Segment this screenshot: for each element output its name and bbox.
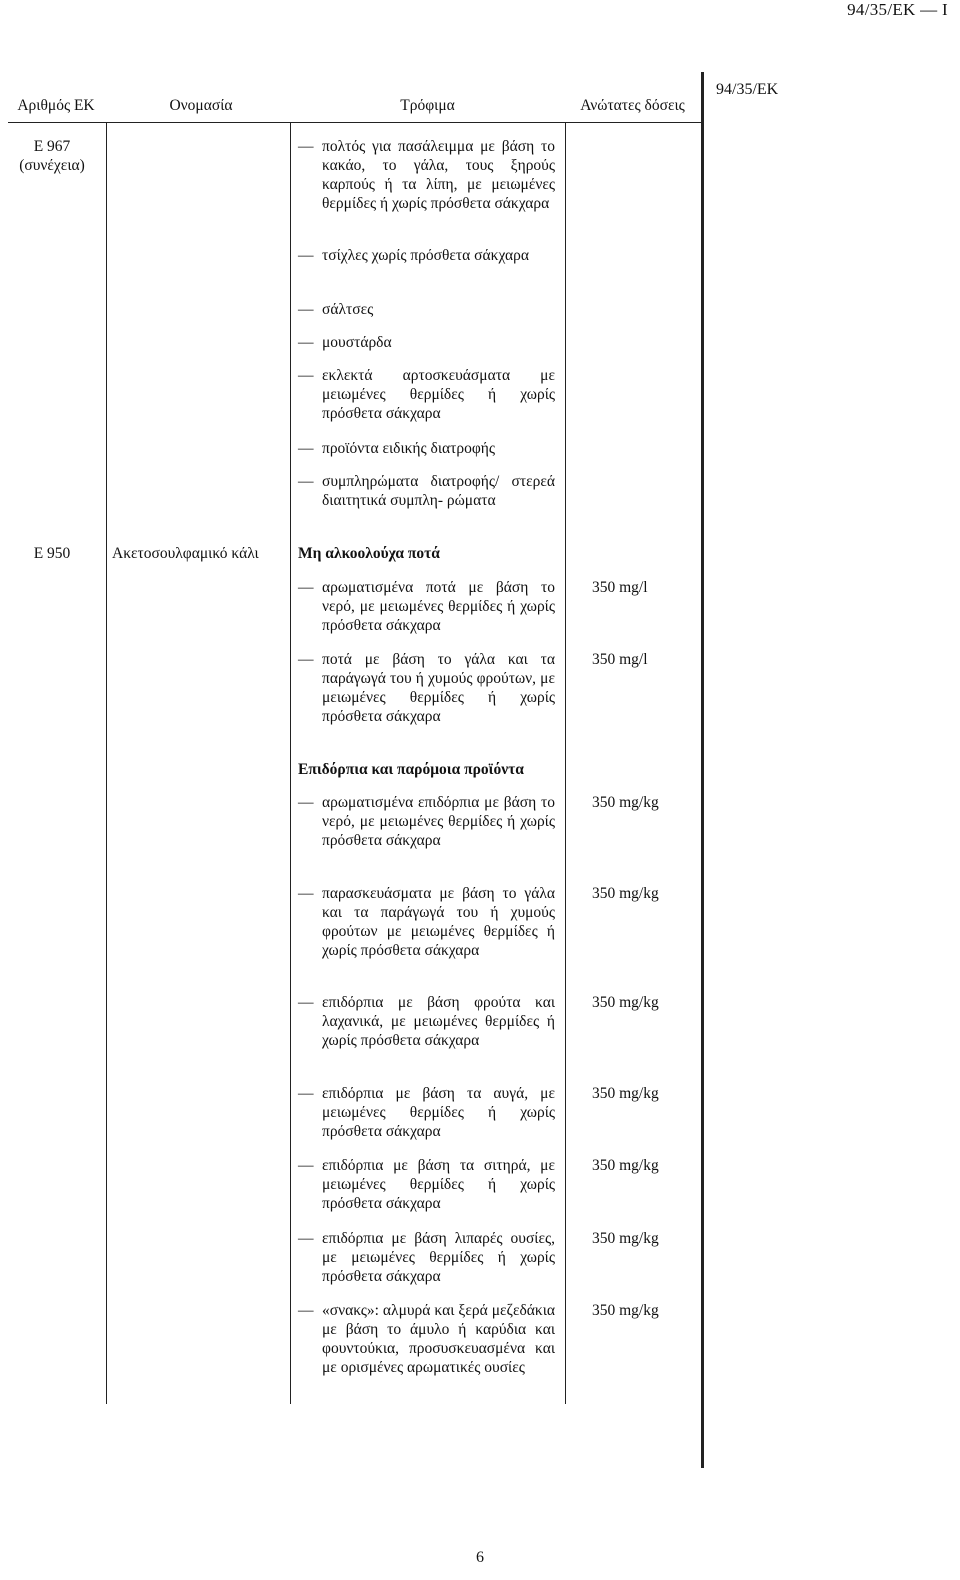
max-dose: 350 mg/kg — [592, 794, 659, 811]
margin-rule — [701, 72, 704, 1468]
max-dose: 350 mg/kg — [592, 1085, 659, 1102]
row-code-continuation-note: (συνέχεια) — [19, 157, 85, 174]
list-item: — παρασκευάσματα με βάση το γάλα και τα παράγωγά του ή χυμούς φρούτων με μειωμένες θερμίδες ή χωρίς πρόσθετα σάκχαρα — [298, 885, 555, 959]
list-item: — πολτός για πασάλειμμα με βάση το κακάο, το γάλα, τους ξηρούς καρπούς ή τα λίπη, με μειωμένες θερμίδες ή χωρίς πρόσθετα σάκχαρα — [298, 138, 555, 212]
list-item: — σάλτσες — [298, 301, 374, 318]
list-item: — μουστάρδα — [298, 334, 392, 351]
page-number: 6 — [476, 1549, 484, 1566]
list-item: — αρωματισμένα επιδόρπια με βάση το νερό, με μειωμένες θερμίδες ή χωρίς πρόσθετα σάκχαρα — [298, 794, 555, 849]
running-head: 94/35/ΕΚ — I — [847, 0, 948, 19]
directive-side-label: 94/35/ΕΚ — [716, 81, 779, 98]
list-item: — τσίχλες χωρίς πρόσθετα σάκχαρα — [298, 247, 529, 264]
max-dose: 350 mg/kg — [592, 1230, 659, 1247]
row-code-e967: Ε 967 — [33, 138, 71, 155]
header-rule — [8, 122, 702, 123]
list-item: — επιδόρπια με βάση φρούτα και λαχανικά, με μειωμένες θερμίδες ή χωρίς πρόσθετα σάκχαρα — [298, 994, 555, 1049]
max-dose: 350 mg/kg — [592, 1302, 659, 1319]
list-item: — επιδόρπια με βάση τα αυγά, με μειωμένες θερμίδες ή χωρίς πρόσθετα σάκχαρα — [298, 1085, 555, 1140]
column-rule-3 — [565, 122, 566, 1404]
section-heading-desserts: Επιδόρπια και παρόμοια προϊόντα — [298, 761, 524, 778]
list-item: — εκλεκτά αρτοσκευάσματα με μειωμένες θερμίδες ή χωρίς πρόσθετα σάκχαρα — [298, 367, 555, 422]
max-dose: 350 mg/l — [592, 579, 648, 596]
list-item: — προϊόντα ειδικής διατροφής — [298, 440, 496, 457]
list-item: — «σνακς»: αλμυρά και ξερά μεζεδάκια με βάση το άμυλο ή καρύδια και φουντούκια, προσυσκευασμένα και με ορισμένες αρωματικές ουσίες — [298, 1302, 555, 1376]
max-dose: 350 mg/kg — [592, 1157, 659, 1174]
column-rule-2 — [290, 122, 291, 1404]
list-item: — συμπληρώματα διατροφής/ στερεά διαιτητικά συμπλη- ρώματα — [298, 473, 555, 509]
row-code-e950: Ε 950 — [33, 545, 71, 562]
column-header-code: Αριθμός ΕΚ — [17, 97, 95, 114]
row-name-e950: Ακετοσουλφαμικό κάλι — [112, 545, 259, 562]
column-header-max-doses: Ανώτατες δόσεις — [580, 97, 685, 114]
list-item: — επιδόρπια με βάση τα σιτηρά, με μειωμένες θερμίδες ή χωρίς πρόσθετα σάκχαρα — [298, 1157, 555, 1212]
list-item: — αρωματισμένα ποτά με βάση το νερό, με μειωμένες θερμίδες ή χωρίς πρόσθετα σάκχαρα — [298, 579, 555, 634]
list-item: — ποτά με βάση το γάλα και τα παράγωγά του ή χυμούς φρούτων, με μειωμένες θερμίδες ή χωρίς πρόσθετα σάκχαρα — [298, 651, 555, 725]
list-item: — επιδόρπια με βάση λιπαρές ουσίες, με μειωμένες θερμίδες ή χωρίς πρόσθετα σάκχαρα — [298, 1230, 555, 1285]
max-dose: 350 mg/kg — [592, 994, 659, 1011]
max-dose: 350 mg/l — [592, 651, 648, 668]
column-header-foods: Τρόφιμα — [400, 97, 455, 114]
column-header-name: Ονομασία — [169, 97, 233, 114]
column-rule-1 — [106, 122, 107, 1404]
section-heading-drinks: Μη αλκοολούχα ποτά — [298, 545, 440, 562]
max-dose: 350 mg/kg — [592, 885, 659, 902]
